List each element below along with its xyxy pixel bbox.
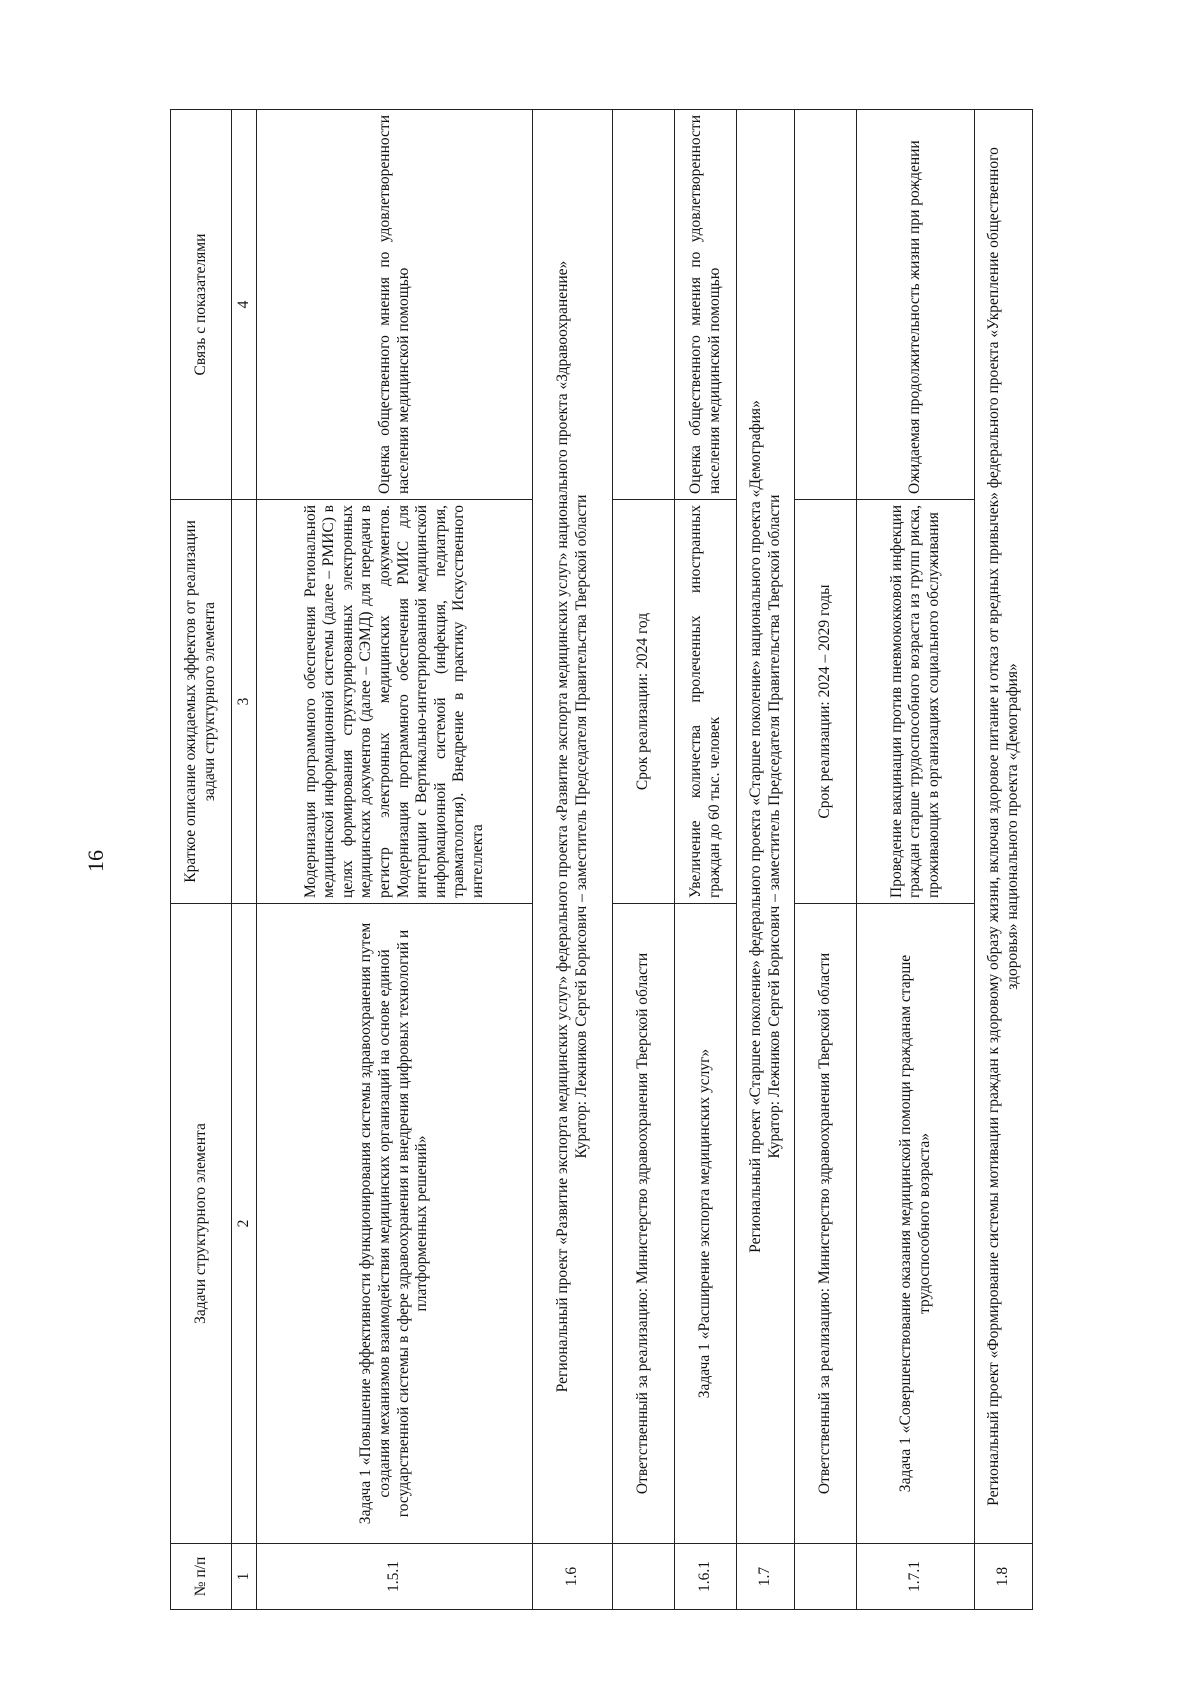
header-link: Связь с показателями (171, 110, 232, 500)
col-number-3: 3 (232, 500, 257, 904)
section-row (737, 110, 795, 1610)
empty-cell (795, 1544, 857, 1610)
table-row (675, 110, 737, 1610)
row-num: 1.6 (533, 1544, 613, 1610)
row-effect: Модернизация программного обеспечения Региональной медицинской информационной системы (далее – РМИС) в целях формирования структурированных электронных медицинских документов (далее – СЭМД) для передачи в регистр электронных медицинских документов. Модернизация программного обеспечения РМИС для интеграции с Вертикально-интегрированной медицинской информационной системой (инфекция, педиатрия, травматология). Внедрение в практику Искусственного интеллекта (257, 500, 533, 904)
row-task: Задача 1 «Расширение экспорта медицинских услуг» (675, 904, 737, 1544)
responsible-row (795, 110, 857, 1610)
row-task: Задача 1 «Совершенствование оказания медицинской помощи гражданам старше трудоспособного возраста» (857, 904, 975, 1544)
section-curator: Куратор: Лежников Сергей Борисович – заместитель Председателя Правительства Тверской области (765, 494, 783, 1159)
row-num: 1.7 (737, 1544, 795, 1610)
row-num: 1.5.1 (257, 1544, 533, 1610)
header-num: № п/п (171, 1544, 232, 1610)
col-number-1: 1 (232, 1544, 257, 1610)
section-row (533, 110, 613, 1610)
section-project: Региональный проект «Формирование системы мотивации граждан к здоровому образу жизни, включая здоровое питание и отказ от вредных привычек» федерального проекта «Укрепление общественного здоровья» национального проекта «Демография» (975, 110, 1033, 1544)
row-num: 1.6.1 (675, 1544, 737, 1610)
section-project: Региональный проект «Развитие экспорта медицинских услуг» федерального проекта «Развитие экспорта медицинских услуг» национального проекта «Здравоохранение» (553, 260, 571, 1393)
empty-cell (795, 110, 857, 500)
row-effect: Проведение вакцинации против пневмококковой инфекции граждан старше трудоспособного возраста из групп риска, проживающих в организациях социального обслуживания (857, 500, 975, 904)
row-link: Ожидаемая продолжительность жизни при рождении (857, 110, 975, 500)
row-link: Оценка общественного мнения по удовлетворенности населения медицинской помощью (257, 110, 533, 500)
col-number-2: 2 (232, 904, 257, 1544)
structural-elements-table (170, 109, 1033, 1610)
responsible-row (613, 110, 675, 1610)
empty-cell (613, 110, 675, 500)
section-title (737, 110, 795, 1544)
header-effect: Краткое описание ожидаемых эффектов от реализации задачи структурного элемента (171, 500, 232, 904)
term-text: Срок реализации: 2024 – 2029 годы (795, 500, 857, 904)
header-row (171, 110, 232, 1610)
header-task: Задачи структурного элемента (171, 904, 232, 1544)
term-text: Срок реализации: 2024 год (613, 500, 675, 904)
responsible-text: Ответственный за реализацию: Министерство здравоохранения Тверской области (795, 904, 857, 1544)
rotated-page (170, 110, 1110, 1610)
section-project: Региональный проект «Старшее поколение» федерального проекта «Старшее поколение» национального проекта «Демография» (746, 400, 764, 1253)
responsible-text: Ответственный за реализацию: Министерство здравоохранения Тверской области (613, 904, 675, 1544)
section-row (975, 110, 1033, 1610)
col-number-4: 4 (232, 110, 257, 500)
row-task: Задача 1 «Повышение эффективности функционирования системы здравоохранения путем создания механизмов взаимодействия медицинских организаций на основе единой государственной системы в сфере здравоохранения и внедрения цифровых технологий и платформенных решений» (257, 904, 533, 1544)
section-title (533, 110, 613, 1544)
row-effect: Увеличение количества пролеченных иностранных граждан до 60 тыс. человек (675, 500, 737, 904)
empty-cell (613, 1544, 675, 1610)
column-number-row (232, 110, 257, 1610)
section-curator: Куратор: Лежников Сергей Борисович – заместитель Председателя Правительства Тверской области (572, 494, 590, 1159)
table-row (257, 110, 533, 1610)
row-link: Оценка общественного мнения по удовлетворенности населения медицинской помощью (675, 110, 737, 500)
row-num: 1.8 (975, 1544, 1033, 1610)
row-num: 1.7.1 (857, 1544, 975, 1610)
table-row (857, 110, 975, 1610)
page-number: 16 (83, 850, 108, 872)
